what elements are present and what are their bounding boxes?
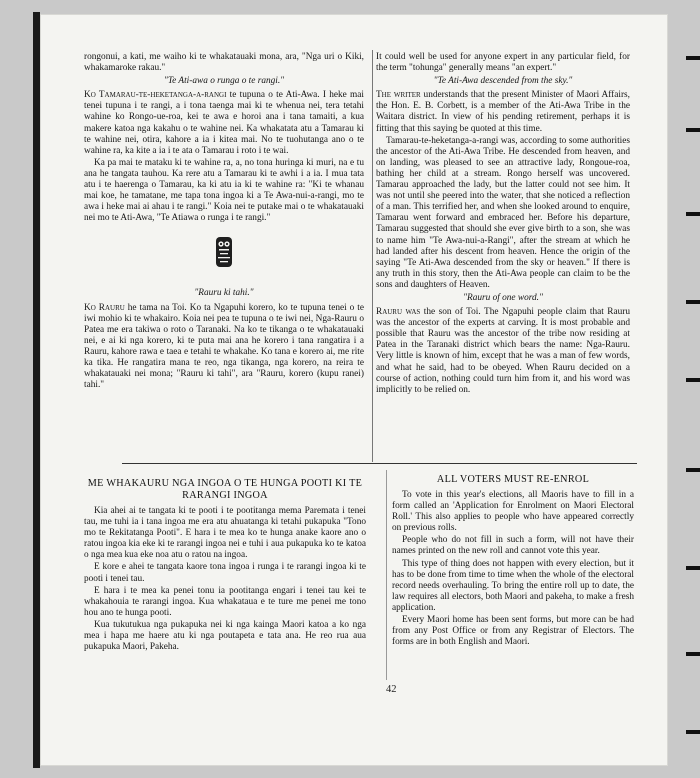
saying-heading: "Te Ati-Awa descended from the sky." (433, 76, 573, 87)
column-divider (386, 470, 387, 680)
page-number: 42 (386, 684, 397, 695)
lead-in: Rauru was (376, 307, 421, 318)
paragraph: It could well be used for anyone expert in any particular field, for the term "tohunga" generally means "an expert." (376, 52, 630, 74)
english-sayings-column (376, 52, 630, 397)
paragraph: Kua tukutukua nga pukapuka nei ki nga kainga Maori katoa a ko nga mea i hapa me haere atu ki nga poutapeta e tata ana. He reo rua aua pukapuka Maori, Pakeha. (84, 619, 366, 653)
enrolment-article-english (392, 474, 634, 649)
paragraph: Kia ahei ai te tangata ki te pooti i te pootitanga mema Paremata i tenei tau, me tuhi ia i tana ingoa me era atu ahuatanga ki tetahi pukapuka "Tono mo te Rekitatanga Pooti". E hara i te mea ko te hunga anake kaore ano o ratou ingoa kia eke ki te rarangi ingoa nei e tuhi i aua pukapuka ko te katoa o nga mea kua eke noa atu o ratou na ingoa. (84, 506, 366, 561)
paragraph-text: the son of Toi. The Ngapuhi people claim that Rauru was the ancestor of the experts at carving. It is most probable and possible that Rauru was the ancestor of the tribe now residing at Patea in the Taranaki district which bears the name: Nga-Rauru. Very little is known of him, except that he was a man of few words, and what he said, had to be obeyed. When Rauru decided on a course of action, nothing could turn him from it, and his word was implicitly to be relied on. (376, 307, 631, 395)
column-divider (372, 50, 373, 462)
paragraph-text: understands that the present Minister of Maori Affairs, the Hon. E. B. Corbett, is a member of the Ati-Awa Tribe in the Waitara district. In view of his pending retirement, perhaps it is fitting that this saying be quoted at this time. (376, 90, 631, 134)
paragraph: This type of thing does not happen with every election, but it has to be done from time to time when the whole of the electoral record needs overhauling. To bring the entire roll up to date, the law requires all electors, both Maori and pakeha, to make a fresh application. (392, 558, 634, 613)
article-title: ALL VOTERS MUST RE-ENROL (436, 474, 590, 485)
paragraph: Ka pa mai te mataku ki te wahine ra, a, no tona huringa ki muri, na e tu ana he tangata tauhou. Ka rere atu a Tamarau ki te awhi i a ia. I mua tata atu i te haerenga o Tamarau, ka ki atu ia ki te wahine ra: "Ki te whanau mai koe, he tamatane, me tapa tona ingoa ki a Te Awa-nui-a-rangi, mo te awa i heke mai ai ahau i te rangi." Koia nei te putake mai o te whakatauaki nei mo te Ati-Awa, "Te Atiawa o runga i te rangi." (84, 157, 364, 224)
scan-right-edge (686, 0, 700, 778)
paragraph-text: he tama na Toi. Ko ta Ngapuhi korero, ko te tupuna tenei o te iwi mohio ki te whakairo. Koia nei pea te tupuna o te iwi nei, Nga-Rauru o Patea me era takiwa o roto o Taranaki. Na ko te tikanga o te whakatauaki nei, e ai ki nga korero, ki te puta mai ana he korero i tana rangatira i a Rauru, kahore rawa e taea e tetahi te whakahe. Ko tana e korero ai, me rite ka tika. He rangatira mana te reo, nga tikanga, nga korero, na reira te whakatauaki nei mona; "Rauru ki tahi", ara "Rauru, korero (kupu ranei) tahi." (84, 302, 364, 391)
paragraph (376, 90, 630, 134)
lead-in: Ko Rauru (84, 302, 125, 313)
carved-tiki-ornament-icon (213, 236, 235, 268)
paragraph: rongonui, a kati, me waiho ki te whakatauaki mona, ara, "Nga uri o Kiki, whakamaroke rakau." (84, 52, 364, 74)
paragraph-text: te tupuna o te Ati-Awa. I heke mai tenei tupuna i te rangi, a i tona taenga mai ki te whenua nei, tera tetahi wahine ko Rongo-ue-roa, kei te awa e horoi ana i tana tamaiti, a kua makere katoa nga kakahu o te wahine nei. Ka whakatata atu a Tamarau ki te wahine nei, otira, kahore a ia i kitea mai. No te tuohutanga ano o te wahine ra, ka kite a ia i te ata o Tamarau i roto i te wai. (84, 90, 364, 156)
paragraph (84, 90, 364, 157)
saying-heading: "Rauru ki tahi." (194, 288, 254, 299)
section-rule (122, 463, 637, 464)
article-title: ME WHAKAURU NGA INGOA O TE HUNGA POOTI KI TE RARANGI INGOA (87, 478, 363, 501)
paragraph: To vote in this year's elections, all Maoris have to fill in a form called an 'Application for Enrolment on Maori Electoral Roll.' This also applies to people who have appeared correctly on previous rolls. (392, 490, 634, 534)
paragraph (84, 303, 364, 392)
saying-heading: "Rauru of one word." (463, 292, 543, 303)
maori-sayings-column (84, 52, 364, 392)
lead-in: Ko Tamarau-te-heketanga-a-rangi (84, 90, 227, 101)
paragraph (376, 307, 630, 396)
paragraph: E kore e ahei te tangata kaore tona ingoa i runga i te rarangi ingoa ki te pooti i tenei tau. (84, 562, 366, 584)
saying-heading: "Te Ati-awa o runga o te rangi." (163, 76, 285, 87)
paragraph: E hara i te mea ka penei tonu ia pootitanga engari i tenei tau kei te whakahouia te rarangi ingoa. Kua whakataua e te ture me penei me tono hou ano te hunga pooti. (84, 585, 366, 618)
paragraph: People who do not fill in such a form, will not have their names printed on the new roll and cannot vote this year. (392, 535, 634, 557)
enrolment-article-maori (84, 478, 366, 654)
paragraph: Tamarau-te-heketanga-a-rangi was, according to some authorities the ancestor of the Ati-Awa Tribe. He descended from heaven, and on landing, was pleased to see an attractive lady, Rongoue-roa, bathing her child at a stream. Rongo herself was uncovered. Tamarau approached the lady, but the latter could not see him. It was not until she peered into the water, that she noticed a reflection of a man. This terrified her, and when she looked around to enquire, Tamarau went forward and embraced her. Before his departure, Tamarau suggested that should she ever give birth to a son, she was to name him "Te Awa-nui-a-Rangi", after the stream at which he had landed after his descent from heaven. Hence the origin of the saying "Te Ati-Awa descended from the sky or heaven." If there is any truth in this story, then the Ati-Awa people can claim to be the sons and daughters of Heaven. (376, 135, 630, 290)
paragraph: Every Maori home has been sent forms, but more can be had from any Post Office or from any Registrar of Electors. The forms are in both English and Maori. (392, 615, 634, 648)
lead-in: The writer (376, 90, 421, 101)
scan-left-edge (33, 12, 40, 768)
